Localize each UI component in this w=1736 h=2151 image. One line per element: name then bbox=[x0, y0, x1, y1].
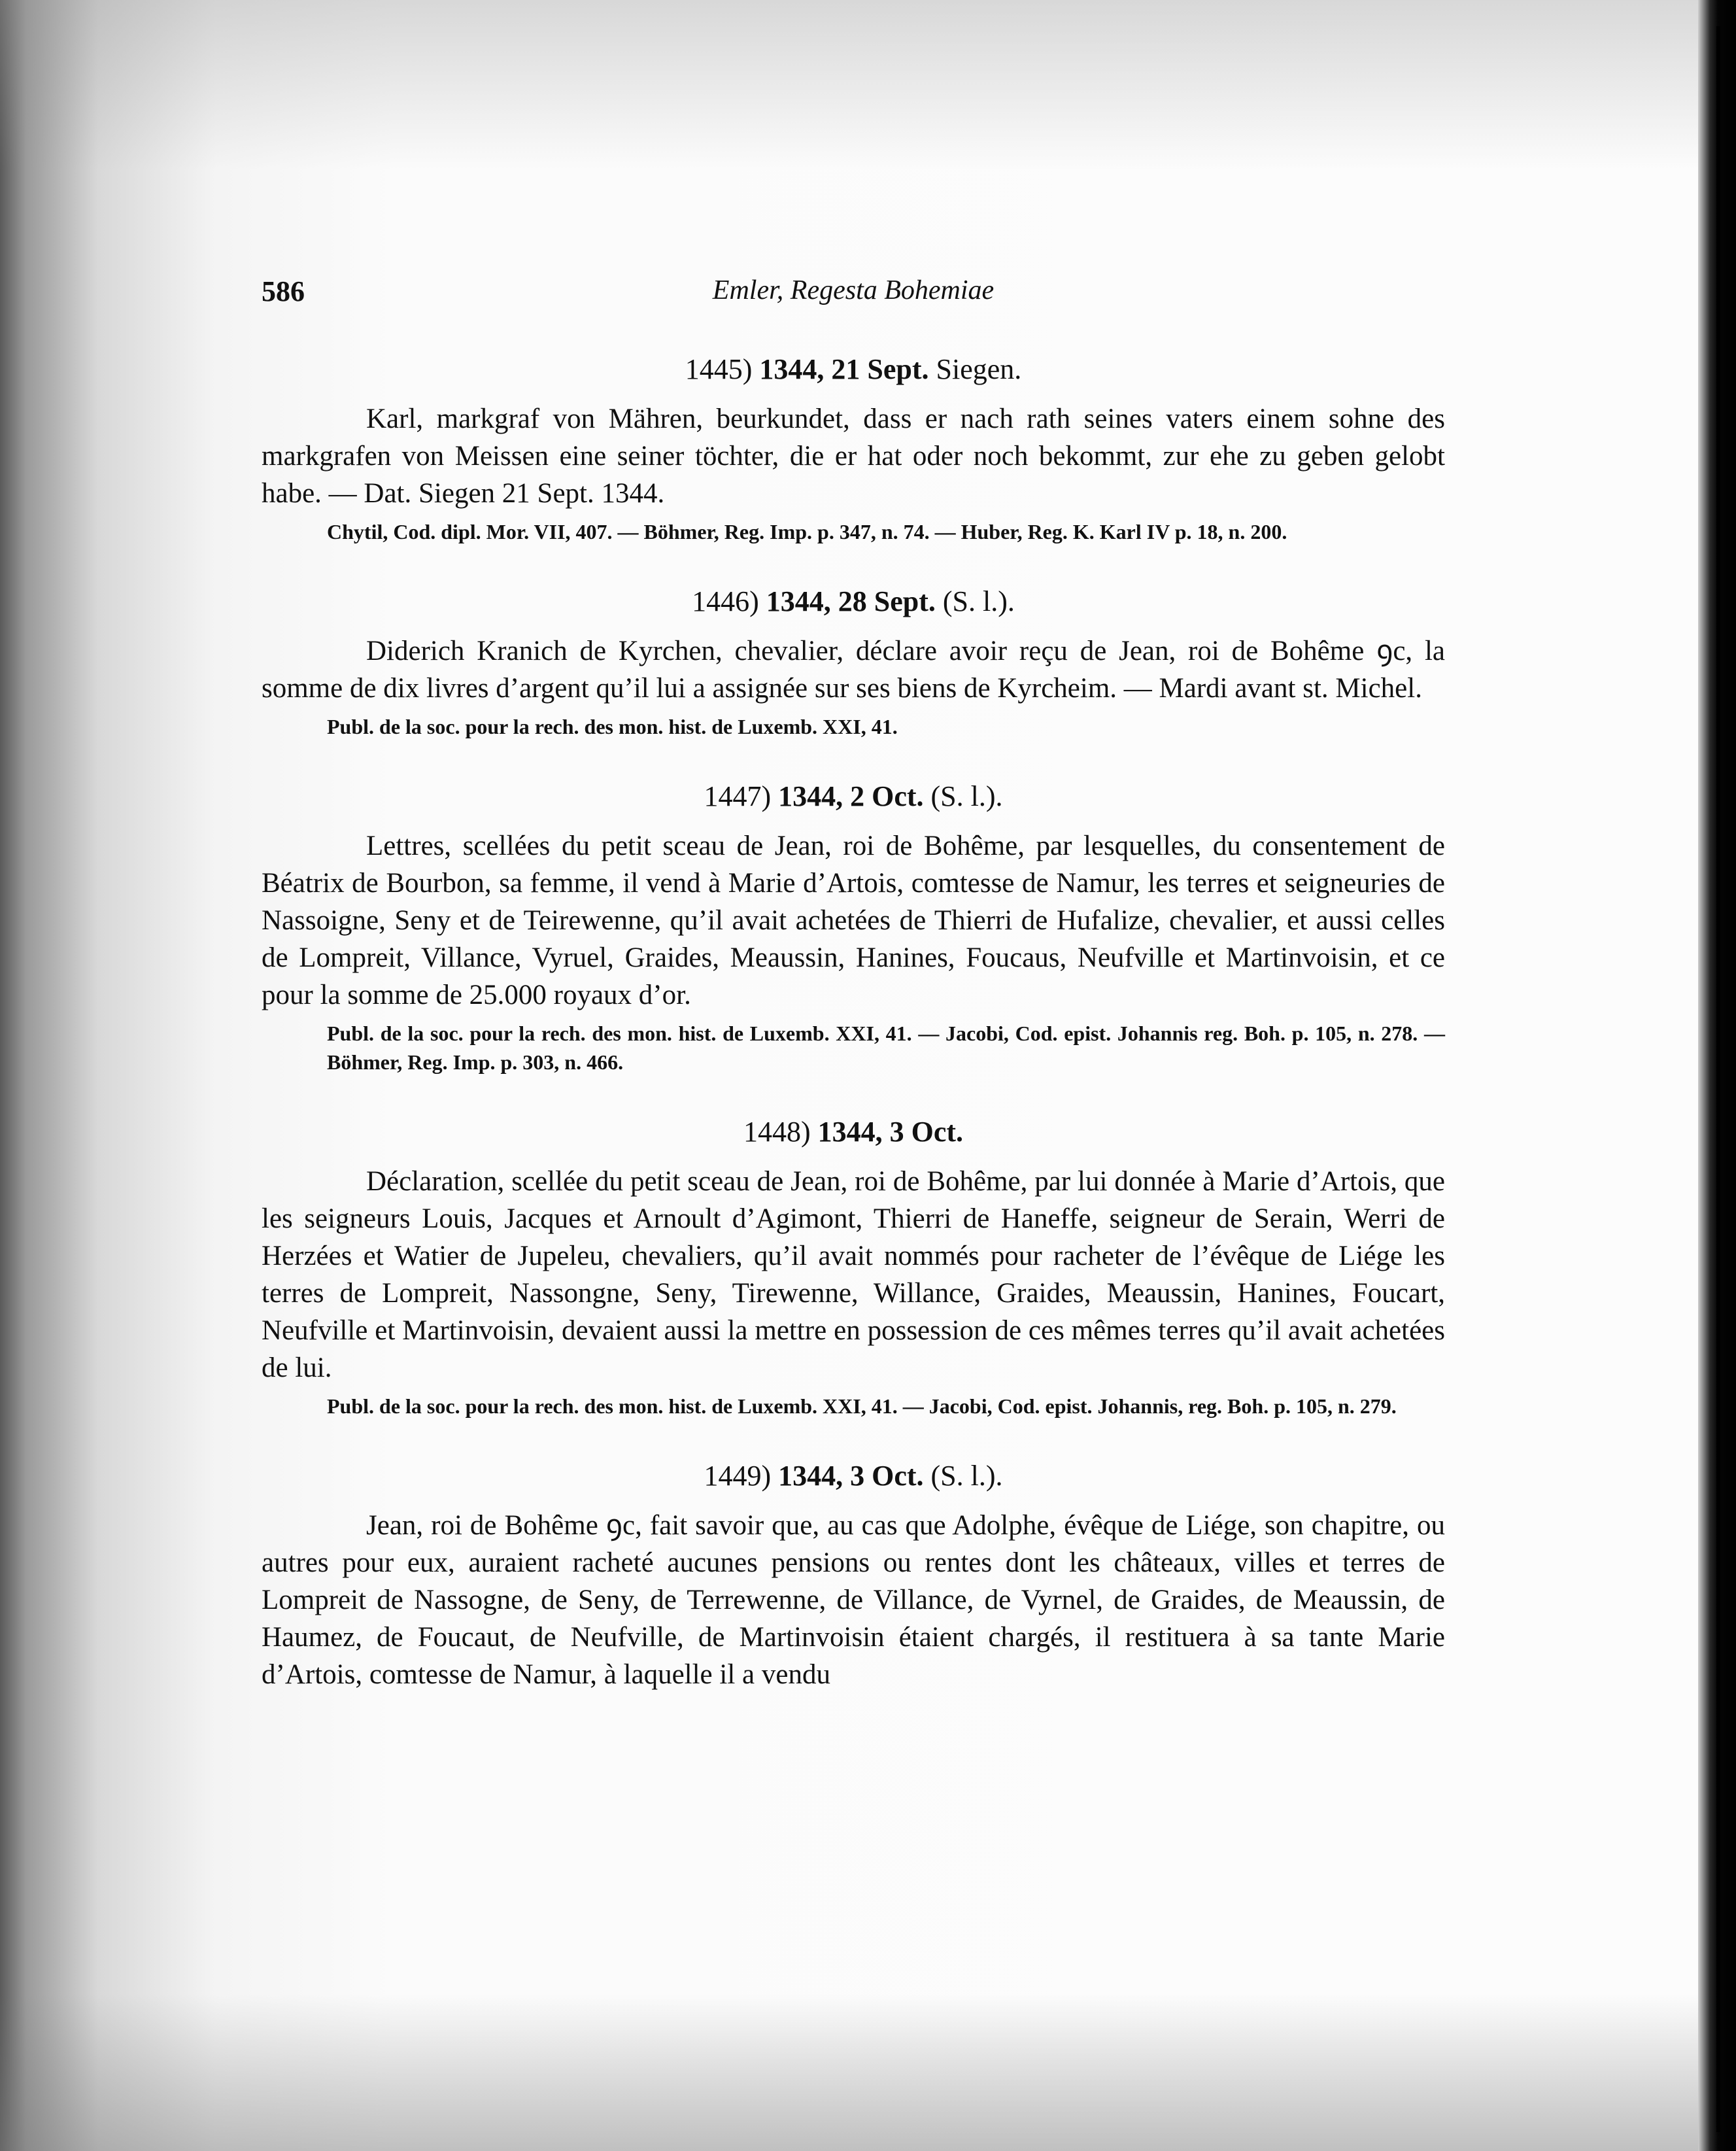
entry-1448 bbox=[262, 1113, 1445, 1420]
entry-1449 bbox=[262, 1457, 1445, 1693]
entry-number: 1447) bbox=[704, 780, 772, 812]
entry-text: Diderich Kranich de Kyrchen, chevalier, déclare avoir reçu de Jean, roi de Bohême ꝯc, la somme de dix livres d’argent qu’il lui a assignée sur ses biens de Kyrcheim. — Mardi avant st. Michel. bbox=[262, 636, 1445, 704]
running-head bbox=[262, 249, 1445, 314]
entry-text: Lettres, scellées du petit sceau de Jean, roi de Bohême, par lesquelles, du consentement de Béatrix de Bourbon, sa femme, il vend à Marie d’Artois, comtesse de Namur, les terres et seigneuries de Nassoigne, Seny et de Teirewenne, qu’il avait achetées de Thierri de Hufalize, chevalier, et aussi celles de Lompreit, Villance, Vyruel, Graides, Meaussin, Hanines, Foucaus, Neufville et Martinvoisin, et ce pour la somme de 25.000 royaux d’or. bbox=[262, 831, 1445, 1010]
scan-edge-line bbox=[1716, 26, 1720, 2132]
page-number: 586 bbox=[262, 275, 305, 307]
entry-date: 1344, 3 Oct. bbox=[778, 1460, 924, 1492]
entry-1446 bbox=[262, 583, 1445, 741]
entry-heading bbox=[262, 778, 1445, 816]
entry-date: 1344, 21 Sept. bbox=[759, 353, 929, 385]
entry-number: 1446) bbox=[692, 585, 759, 617]
entry-date: 1344, 28 Sept. bbox=[766, 585, 936, 617]
entry-place: (S. l.). bbox=[930, 780, 1003, 812]
entry-heading bbox=[262, 1113, 1445, 1151]
entry-number: 1445) bbox=[685, 353, 753, 385]
entry-place: (S. l.). bbox=[942, 585, 1015, 617]
entry-text: Déclaration, scellée du petit sceau de Jean, roi de Bohême, par lui donnée à Marie d’Artois, que les seigneurs Louis, Jacques et Arnoult d’Agimont, Thierri de Haneffe, seigneur de Serain, Werri de Herzées et Watier de Jupeleu, chevaliers, qu’il avait nommés pour racheter de l’évêque de Liége les terres de Lompreit, Nassongne, Seny, Tirewenne, Willance, Graides, Meaussin, Hanines, Foucart, Neufville et Martinvoisin, devaient aussi la mettre en possession de ces mêmes terres qu’il avait achetées de lui. bbox=[262, 1166, 1445, 1383]
entry-place: (S. l.). bbox=[930, 1460, 1003, 1492]
entry-heading bbox=[262, 1457, 1445, 1495]
entry-heading bbox=[262, 583, 1445, 621]
entry-source: Publ. de la soc. pour la rech. des mon. hist. de Luxemb. XXI, 41. bbox=[327, 715, 898, 738]
entry-date: 1344, 3 Oct. bbox=[817, 1116, 964, 1148]
page-content bbox=[262, 249, 1445, 1693]
entry-text: Jean, roi de Bohême ꝯc, fait savoir que, au cas que Adolphe, évêque de Liége, son chapitre, ou autres pour eux, auraient racheté aucunes pensions ou rentes dont les châteaux, villes et terres de Lompreit de Nassogne, de Seny, de Terrewenne, de Villance, de Vyrnel, de Graides, de Meaussin, de Haumez, de Foucaut, de Neufville, de Martinvoisin étaient chargés, il restituera à sa tante Marie d’Artois, comtesse de Namur, à laquelle il a vendu bbox=[262, 1510, 1445, 1690]
entry-1445 bbox=[262, 351, 1445, 546]
entry-source: Chytil, Cod. dipl. Mor. VII, 407. — Böhmer, Reg. Imp. p. 347, n. 74. — Huber, Reg. K. Karl IV p. 18, n. 200. bbox=[327, 520, 1287, 543]
entry-source: Publ. de la soc. pour la rech. des mon. hist. de Luxemb. XXI, 41. — Jacobi, Cod. epist. Johannis, reg. Boh. p. 105, n. 279. bbox=[327, 1394, 1397, 1418]
entry-place: Siegen. bbox=[936, 353, 1022, 385]
entry-text: Karl, markgraf von Mähren, beurkundet, dass er nach rath seines vaters einem sohne des markgrafen von Meissen eine seiner töchter, die er hat oder noch bekommt, zur ehe zu geben gelobt habe. — Dat. Siegen 21 Sept. 1344. bbox=[262, 404, 1445, 509]
entry-number: 1449) bbox=[704, 1460, 772, 1492]
running-title: Emler, Regesta Bohemiae bbox=[712, 275, 995, 305]
entry-heading bbox=[262, 351, 1445, 388]
entry-source: Publ. de la soc. pour la rech. des mon. hist. de Luxemb. XXI, 41. — Jacobi, Cod. epist. Johannis reg. Boh. p. 105, n. 278. — Böhmer, Reg. Imp. p. 303, n. 466. bbox=[327, 1022, 1445, 1074]
entry-1447 bbox=[262, 778, 1445, 1076]
entry-number: 1448) bbox=[743, 1116, 811, 1148]
page-shadow-top bbox=[0, 0, 1736, 170]
page-shadow-bottom bbox=[0, 1994, 1736, 2151]
entry-date: 1344, 2 Oct. bbox=[778, 780, 924, 812]
